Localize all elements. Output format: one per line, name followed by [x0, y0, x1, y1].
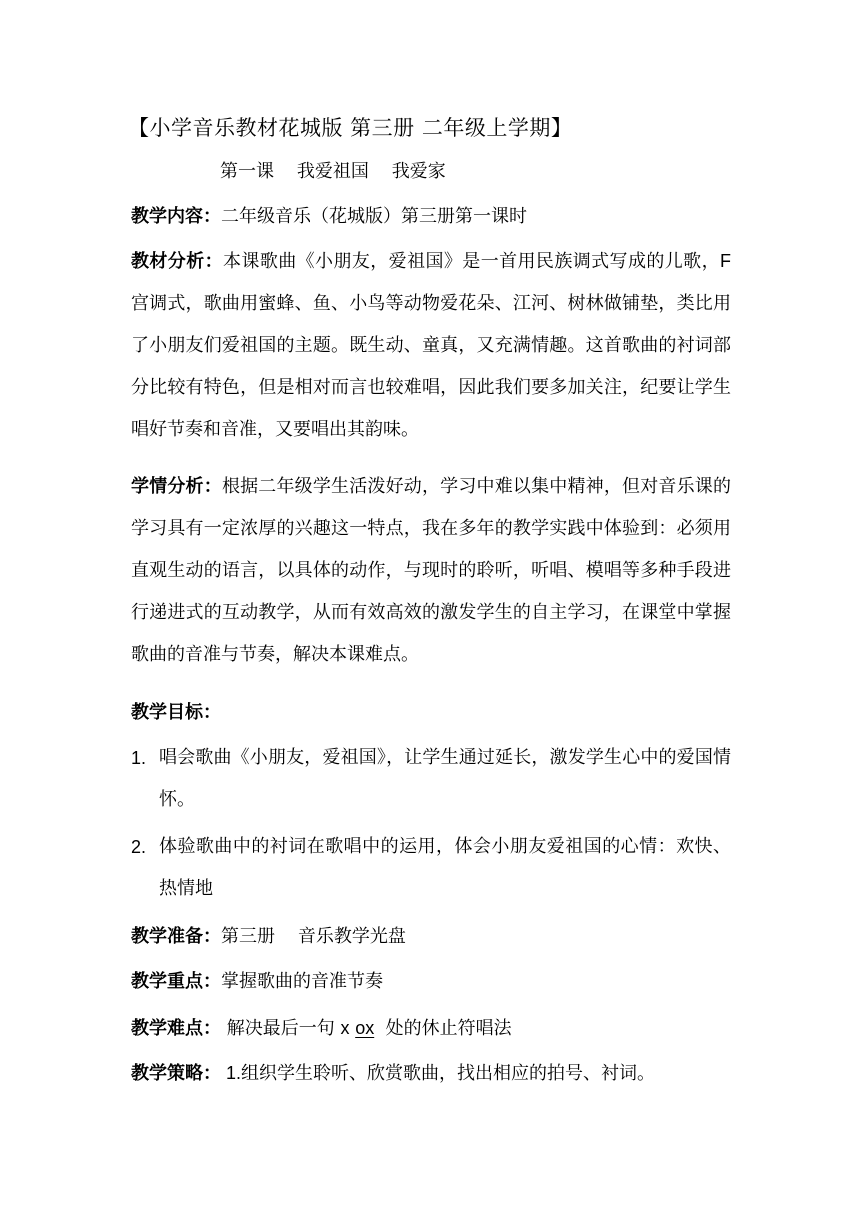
- student-analysis-label: 学情分析：: [131, 476, 222, 497]
- preparation-label: 教学准备：: [131, 926, 221, 947]
- key-points-label: 教学重点：: [131, 971, 221, 992]
- textbook-analysis-text-2: 宫调式，歌曲用蜜蜂、鱼、小鸟等动物爱花朵、江河、树林做铺垫，类比用了小朋友们爱祖国的主题。既生动、童真，又充满情趣。这首歌曲的衬词部分比较有特色，但是相对而言也较难唱，因此我们要多加关注，纪要让学生唱好节奏和音准，又要唱出其韵味。: [131, 293, 731, 440]
- list-item-number: 2.: [131, 837, 147, 857]
- student-analysis-text: 根据二年级学生活泼好动，学习中难以集中精神，但对音乐课的学习具有一定浓厚的兴趣这一特点，我在多年的教学实践中体验到：必须用直观生动的语言，以具体的动作，与现时的聆听，听唱、模唱等多种手段进行递进式的互动教学，从而有效高效的激发学生的自主学习，在课堂中掌握歌曲的音准与节奏，解决本课难点。: [131, 476, 731, 665]
- teaching-preparation: [131, 916, 731, 958]
- teaching-content-label: 教学内容：: [131, 206, 221, 227]
- textbook-analysis-label: 教材分析：: [131, 251, 224, 272]
- strategy-label: 教学策略：: [131, 1063, 221, 1084]
- notation-x: x: [340, 1018, 350, 1038]
- difficulties-label: 教学难点：: [131, 1018, 221, 1039]
- textbook-analysis-text-1: 本课歌曲《小朋友，爱祖国》是一首用民族调式写成的儿歌，: [223, 251, 720, 272]
- key-points-text: 掌握歌曲的音准节奏: [221, 971, 383, 992]
- textbook-analysis: [131, 240, 731, 451]
- document-title: 【小学音乐教材花城版 第三册 二年级上学期】: [128, 116, 573, 140]
- teaching-strategy: [131, 1052, 731, 1095]
- strategy-text: 组织学生聆听、欣赏歌曲，找出相应的拍号、衬词。: [241, 1063, 656, 1084]
- list-item-text: 唱会歌曲《小朋友，爱祖国》，让学生通过延长，激发学生心中的爱国情怀。: [159, 747, 731, 810]
- list-item-number: 1.: [131, 748, 147, 768]
- list-item-text: 体验歌曲中的衬词在歌唱中的运用，体会小朋友爱祖国的心情：欢快、热情地: [159, 836, 731, 899]
- preparation-text: 第三册 音乐教学光盘: [221, 926, 406, 947]
- difficulties-text-after: 处的休止符唱法: [374, 1018, 512, 1039]
- list-item: [131, 826, 731, 910]
- difficulties-text-before: 解决最后一句: [221, 1018, 341, 1039]
- teaching-difficulties: [131, 1007, 731, 1050]
- teaching-key-points: [131, 961, 731, 1003]
- teaching-goals-heading: [131, 692, 731, 734]
- student-analysis: [131, 466, 731, 676]
- list-item: [131, 737, 731, 821]
- lesson-title: 第一课 我爱祖国 我爱家: [220, 161, 446, 182]
- notation-ox: ox: [355, 1018, 375, 1038]
- teaching-goals-label: 教学目标：: [131, 702, 221, 723]
- teaching-content: [131, 196, 731, 238]
- strategy-number: 1.: [221, 1063, 242, 1083]
- teaching-content-text: 二年级音乐（花城版）第三册第一课时: [221, 206, 527, 227]
- key-letter: F: [720, 251, 731, 271]
